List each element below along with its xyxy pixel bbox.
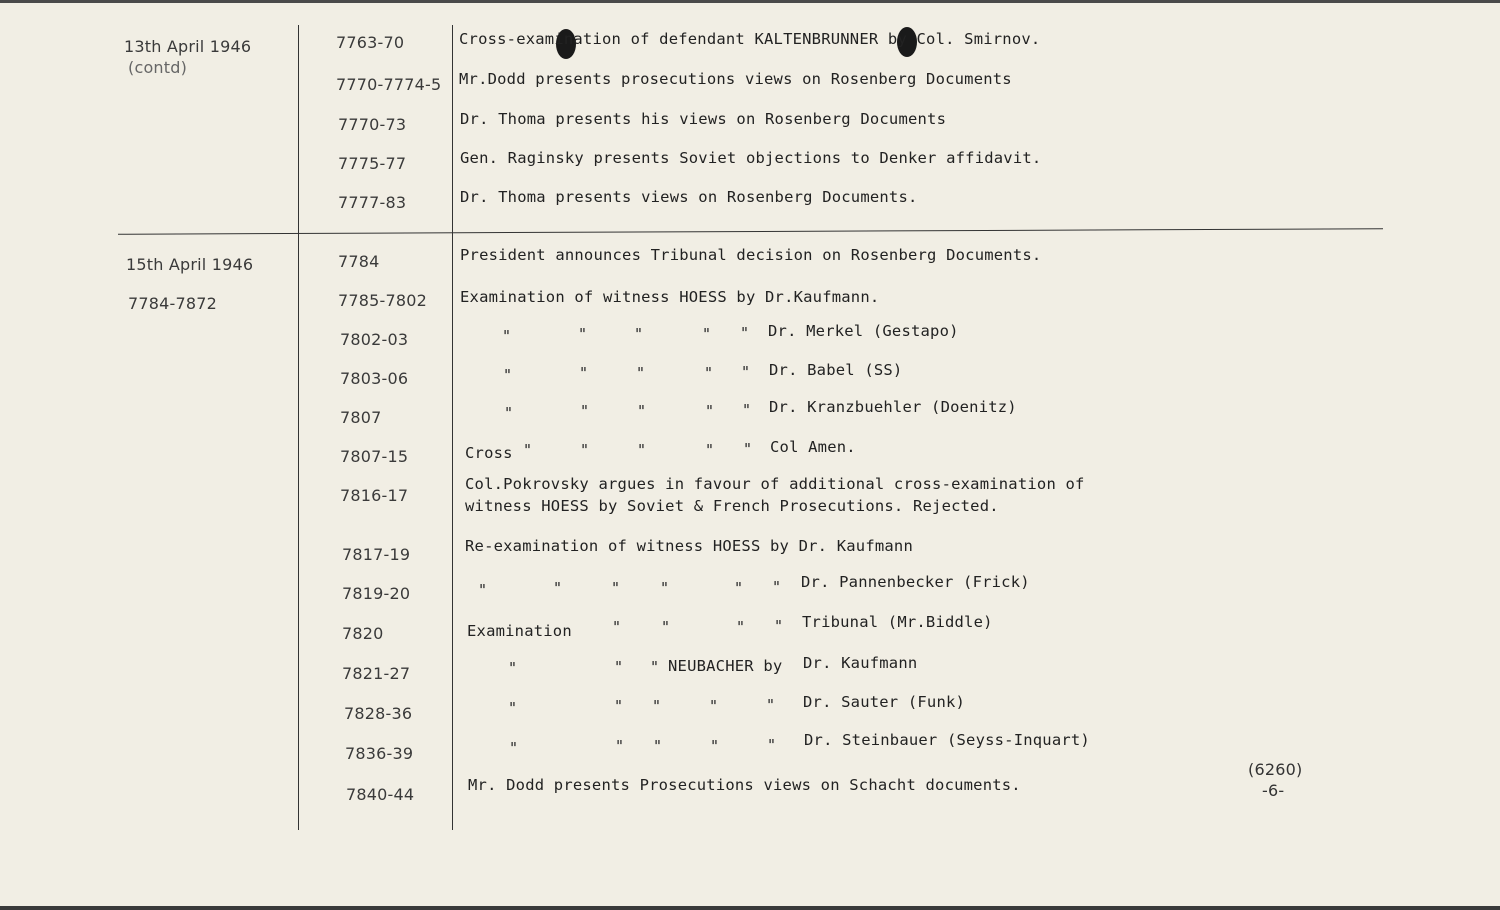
entry-text: Dr. Kranzbuehler (Doenitz) bbox=[769, 398, 1017, 416]
ditto-mark: " bbox=[637, 441, 647, 459]
ditto-mark: " bbox=[650, 658, 660, 676]
ditto-mark: " bbox=[611, 579, 621, 597]
entry-text: Cross-examination of defendant KALTENBRUNNER by Col. Smirnov. bbox=[459, 30, 1041, 48]
ditto-mark: " bbox=[580, 441, 590, 459]
page-ref: 7802-03 bbox=[340, 330, 409, 349]
ditto-mark: " bbox=[553, 579, 563, 597]
entry-text: Col Amen. bbox=[770, 438, 856, 456]
ditto-mark: " bbox=[523, 441, 533, 459]
ditto-mark: " bbox=[766, 696, 776, 714]
ditto-mark: " bbox=[734, 579, 744, 597]
ditto-mark: " bbox=[742, 401, 752, 419]
page-ref: 7784 bbox=[338, 252, 380, 271]
entry-text: President announces Tribunal decision on Rosenberg Documents. bbox=[460, 246, 1042, 264]
page-ref: 7770-73 bbox=[338, 115, 407, 134]
ditto-mark: " bbox=[636, 364, 646, 382]
ditto-mark: " bbox=[614, 697, 624, 715]
ditto-mark: " bbox=[615, 737, 625, 755]
ditto-mark: " bbox=[702, 325, 712, 343]
entry-text: Mr.Dodd presents prosecutions views on Rosenberg Documents bbox=[459, 70, 1012, 88]
ditto-mark: " bbox=[580, 402, 590, 420]
page-ref: 7817-19 bbox=[342, 545, 411, 564]
ditto-mark: " bbox=[508, 699, 518, 717]
section-date: 15th April 1946 bbox=[126, 255, 254, 274]
page-ref: 7777-83 bbox=[338, 193, 407, 212]
page-ref: 7807 bbox=[340, 408, 382, 427]
page-ref: 7807-15 bbox=[340, 447, 409, 466]
entry-text: Examination of witness HOESS by Dr.Kaufmann. bbox=[460, 288, 880, 306]
document-reference: (6260) bbox=[1248, 760, 1303, 779]
page-ref: 7770-7774-5 bbox=[336, 75, 442, 94]
entry-text: Dr. Sauter (Funk) bbox=[803, 693, 966, 711]
page-number: -6- bbox=[1262, 781, 1285, 800]
page-ref: 7836-39 bbox=[345, 744, 414, 763]
entry-text: Dr. Babel (SS) bbox=[769, 361, 903, 379]
entry-text: Dr. Thoma presents views on Rosenberg Documents. bbox=[460, 188, 918, 206]
page-ref: 7816-17 bbox=[340, 486, 409, 505]
entry-text: Re-examination of witness HOESS by Dr. Kaufmann bbox=[465, 537, 913, 555]
page-ref: 7763-70 bbox=[336, 33, 405, 52]
ditto-mark: " bbox=[634, 325, 644, 343]
section-date: 13th April 1946 bbox=[124, 37, 252, 56]
ditto-mark: " bbox=[508, 659, 518, 677]
entry-text: Gen. Raginsky presents Soviet objections to Denker affidavit. bbox=[460, 149, 1042, 167]
entry-text-continued: witness HOESS by Soviet & French Prosecutions. Rejected. bbox=[465, 497, 999, 515]
section-divider bbox=[118, 228, 1383, 235]
entry-mid: NEUBACHER by bbox=[668, 657, 783, 675]
entry-text: Dr. Pannenbecker (Frick) bbox=[801, 573, 1030, 591]
section-date-note: (contd) bbox=[128, 58, 188, 77]
ditto-mark: " bbox=[704, 364, 714, 382]
entry-text: Dr. Kaufmann bbox=[803, 654, 918, 672]
entry-text: Dr. Thoma presents his views on Rosenberg Documents bbox=[460, 110, 947, 128]
section-date-note: 7784-7872 bbox=[128, 294, 218, 313]
ditto-mark: " bbox=[637, 402, 647, 420]
entry-text: Mr. Dodd presents Prosecutions views on Schacht documents. bbox=[468, 776, 1021, 794]
page-ref: 7840-44 bbox=[346, 785, 415, 804]
ditto-mark: " bbox=[710, 737, 720, 755]
ditto-mark: " bbox=[614, 658, 624, 676]
page-ref: 7821-27 bbox=[342, 664, 411, 683]
entry-text: Col.Pokrovsky argues in favour of additional cross-examination of bbox=[465, 475, 1085, 493]
ditto-mark: " bbox=[736, 618, 746, 636]
ditto-mark: " bbox=[579, 364, 589, 382]
page-ref: 7785-7802 bbox=[338, 291, 428, 310]
ditto-mark: " bbox=[612, 618, 622, 636]
entry-text: Dr. Steinbauer (Seyss-Inquart) bbox=[804, 731, 1090, 749]
ditto-mark: " bbox=[705, 441, 715, 459]
ditto-mark: " bbox=[767, 736, 777, 754]
ditto-mark: " bbox=[503, 366, 513, 384]
ditto-mark: " bbox=[660, 579, 670, 597]
ditto-mark: " bbox=[509, 739, 519, 757]
page-ref: 7775-77 bbox=[338, 154, 407, 173]
page-ref: 7803-06 bbox=[340, 369, 409, 388]
entry-lead: Examination bbox=[467, 622, 572, 640]
ditto-mark: " bbox=[653, 737, 663, 755]
page-ref: 7820 bbox=[342, 624, 384, 643]
ditto-mark: " bbox=[478, 581, 488, 599]
ditto-mark: " bbox=[705, 402, 715, 420]
entry-text: Tribunal (Mr.Biddle) bbox=[802, 613, 993, 631]
page-ref: 7828-36 bbox=[344, 704, 413, 723]
entry-lead: Cross bbox=[465, 444, 513, 462]
ditto-mark: " bbox=[502, 327, 512, 345]
ditto-mark: " bbox=[772, 578, 782, 596]
right-column-rule bbox=[452, 25, 453, 830]
ditto-mark: " bbox=[652, 697, 662, 715]
ditto-mark: " bbox=[774, 617, 784, 635]
ditto-mark: " bbox=[661, 618, 671, 636]
ditto-mark: " bbox=[743, 440, 753, 458]
left-column-rule bbox=[298, 25, 299, 830]
page-ref: 7819-20 bbox=[342, 584, 411, 603]
ditto-mark: " bbox=[709, 697, 719, 715]
ditto-mark: " bbox=[578, 325, 588, 343]
ditto-mark: " bbox=[741, 363, 751, 381]
ditto-mark: " bbox=[740, 324, 750, 342]
entry-text: Dr. Merkel (Gestapo) bbox=[768, 322, 959, 340]
ditto-mark: " bbox=[504, 404, 514, 422]
